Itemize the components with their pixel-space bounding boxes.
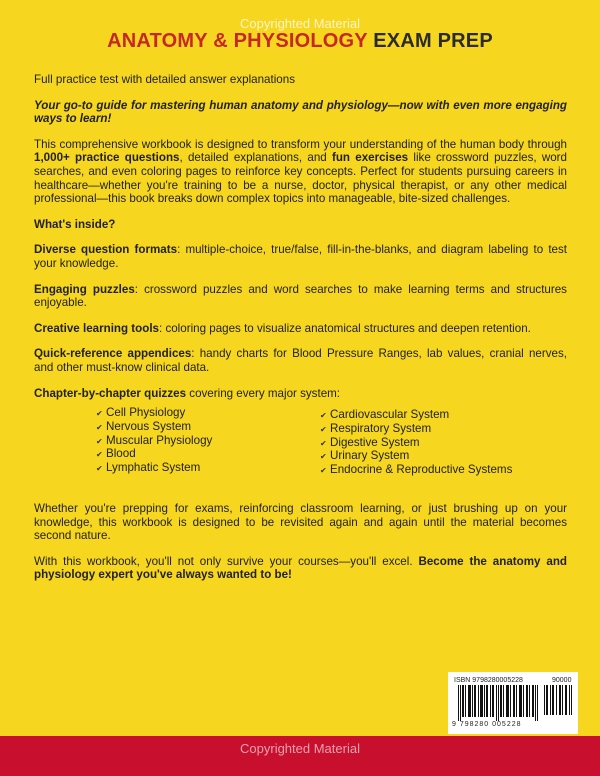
feature-title: Quick-reference appendices — [34, 347, 192, 361]
list-item — [320, 464, 512, 478]
feature-text: : coloring pages to visualize anatomical structures and deepen retention. — [159, 321, 531, 335]
system-name: Cell Physiology — [106, 406, 186, 420]
description-a: This comprehensive workbook is designed to transform your understanding of the human body through — [34, 137, 567, 151]
system-name: Cardiovascular System — [330, 408, 450, 422]
check-icon: ✔ — [96, 409, 103, 419]
feature-text: : handy charts for Blood Pressure Ranges, lab values, cranial nerves, and other must-know clinical data. — [34, 347, 567, 374]
description-paragraph — [34, 138, 567, 206]
addon-number: 90000 — [552, 677, 572, 684]
barcode-bars — [458, 685, 538, 721]
check-icon: ✔ — [320, 438, 327, 448]
system-name: Respiratory System — [330, 421, 432, 435]
closing-bold: Become the anatomy and physiology expert you've always wanted to be! — [34, 554, 567, 582]
tagline: Your go-to guide for mastering human anatomy and physiology—now with even more engaging ways to learn! — [34, 98, 567, 126]
title-part2: EXAM PREP — [373, 30, 493, 52]
list-item — [96, 462, 212, 476]
feature-title: Chapter-by-chapter quizzes — [34, 386, 187, 400]
system-name: Digestive System — [330, 435, 420, 449]
systems-right-list — [320, 409, 512, 478]
addon-barcode-bars — [544, 685, 572, 715]
content — [34, 73, 567, 594]
system-name: Blood — [106, 447, 136, 461]
system-name: Urinary System — [330, 449, 410, 463]
list-item — [320, 437, 512, 451]
check-icon: ✔ — [96, 422, 103, 432]
intro-line: Full practice test with detailed answer explanations — [34, 73, 295, 86]
check-icon: ✔ — [320, 452, 327, 462]
barcode-digits: 9 798280 005228 — [452, 721, 522, 728]
list-item — [96, 421, 212, 435]
check-icon: ✔ — [320, 466, 327, 476]
systems-left-list — [96, 407, 212, 476]
description-d: fun exercises — [331, 151, 409, 165]
title-part1: ANATOMY & PHYSIOLOGY — [107, 30, 368, 52]
check-icon: ✔ — [320, 424, 327, 434]
check-icon: ✔ — [96, 450, 103, 460]
isbn-label: ISBN 9798280005228 — [454, 677, 523, 684]
description-b: 1,000+ practice questions — [34, 151, 180, 165]
watermark-bottom: Copyrighted Material — [240, 741, 360, 756]
list-item — [96, 407, 212, 421]
list-item — [96, 435, 212, 449]
list-item — [320, 450, 512, 464]
list-item — [320, 423, 512, 437]
system-name: Muscular Physiology — [106, 433, 213, 447]
closing-callout — [34, 555, 567, 582]
list-item — [96, 448, 212, 462]
list-item — [320, 409, 512, 423]
feature-item — [34, 322, 567, 336]
system-name: Lymphatic System — [106, 461, 201, 475]
feature-title: Engaging puzzles — [34, 282, 135, 296]
system-name: Endocrine & Reproductive Systems — [330, 463, 513, 477]
check-icon: ✔ — [96, 464, 103, 474]
check-icon: ✔ — [320, 411, 327, 421]
watermark-top: Copyrighted Material — [240, 16, 360, 31]
description-c: , detailed explanations, and — [179, 151, 332, 165]
systems-checklist — [34, 407, 567, 485]
feature-text: : crossword puzzles and word searches to make learning terms and structures enjoyable. — [34, 282, 567, 310]
closing-paragraph: Whether you're prepping for exams, reinforcing classroom learning, or just brushing up on your knowledge, this workbook is designed to be revisited again and again until the material becomes second nature. — [34, 502, 567, 543]
check-icon: ✔ — [96, 436, 103, 446]
feature-title: Creative learning tools — [34, 321, 159, 335]
feature-text: covering every major system: — [186, 386, 341, 400]
description-e: like crossword puzzles, word searches, and even coloring pages to reinforce key concepts. Perfect for students pursuing careers in healthcare—whether you're training to be a nurse, doctor, physical therapist, or any other medical professional—this book breaks down complex topics into manageable, bite-sized challenges. — [34, 151, 567, 206]
closing-plain: With this workbook, you'll not only survive your courses—you'll excel. — [34, 554, 419, 568]
feature-text: : multiple-choice, true/false, fill-in-the-blanks, and diagram labeling to test your knowledge. — [34, 243, 568, 270]
page-title — [0, 30, 600, 53]
feature-title: Diverse question formats — [34, 243, 178, 257]
feature-item — [34, 347, 567, 374]
feature-item — [34, 387, 567, 401]
feature-item — [34, 283, 567, 310]
isbn-barcode — [448, 672, 578, 734]
feature-item — [34, 243, 567, 270]
system-name: Nervous System — [106, 419, 192, 433]
inside-heading: What's inside? — [34, 217, 116, 231]
